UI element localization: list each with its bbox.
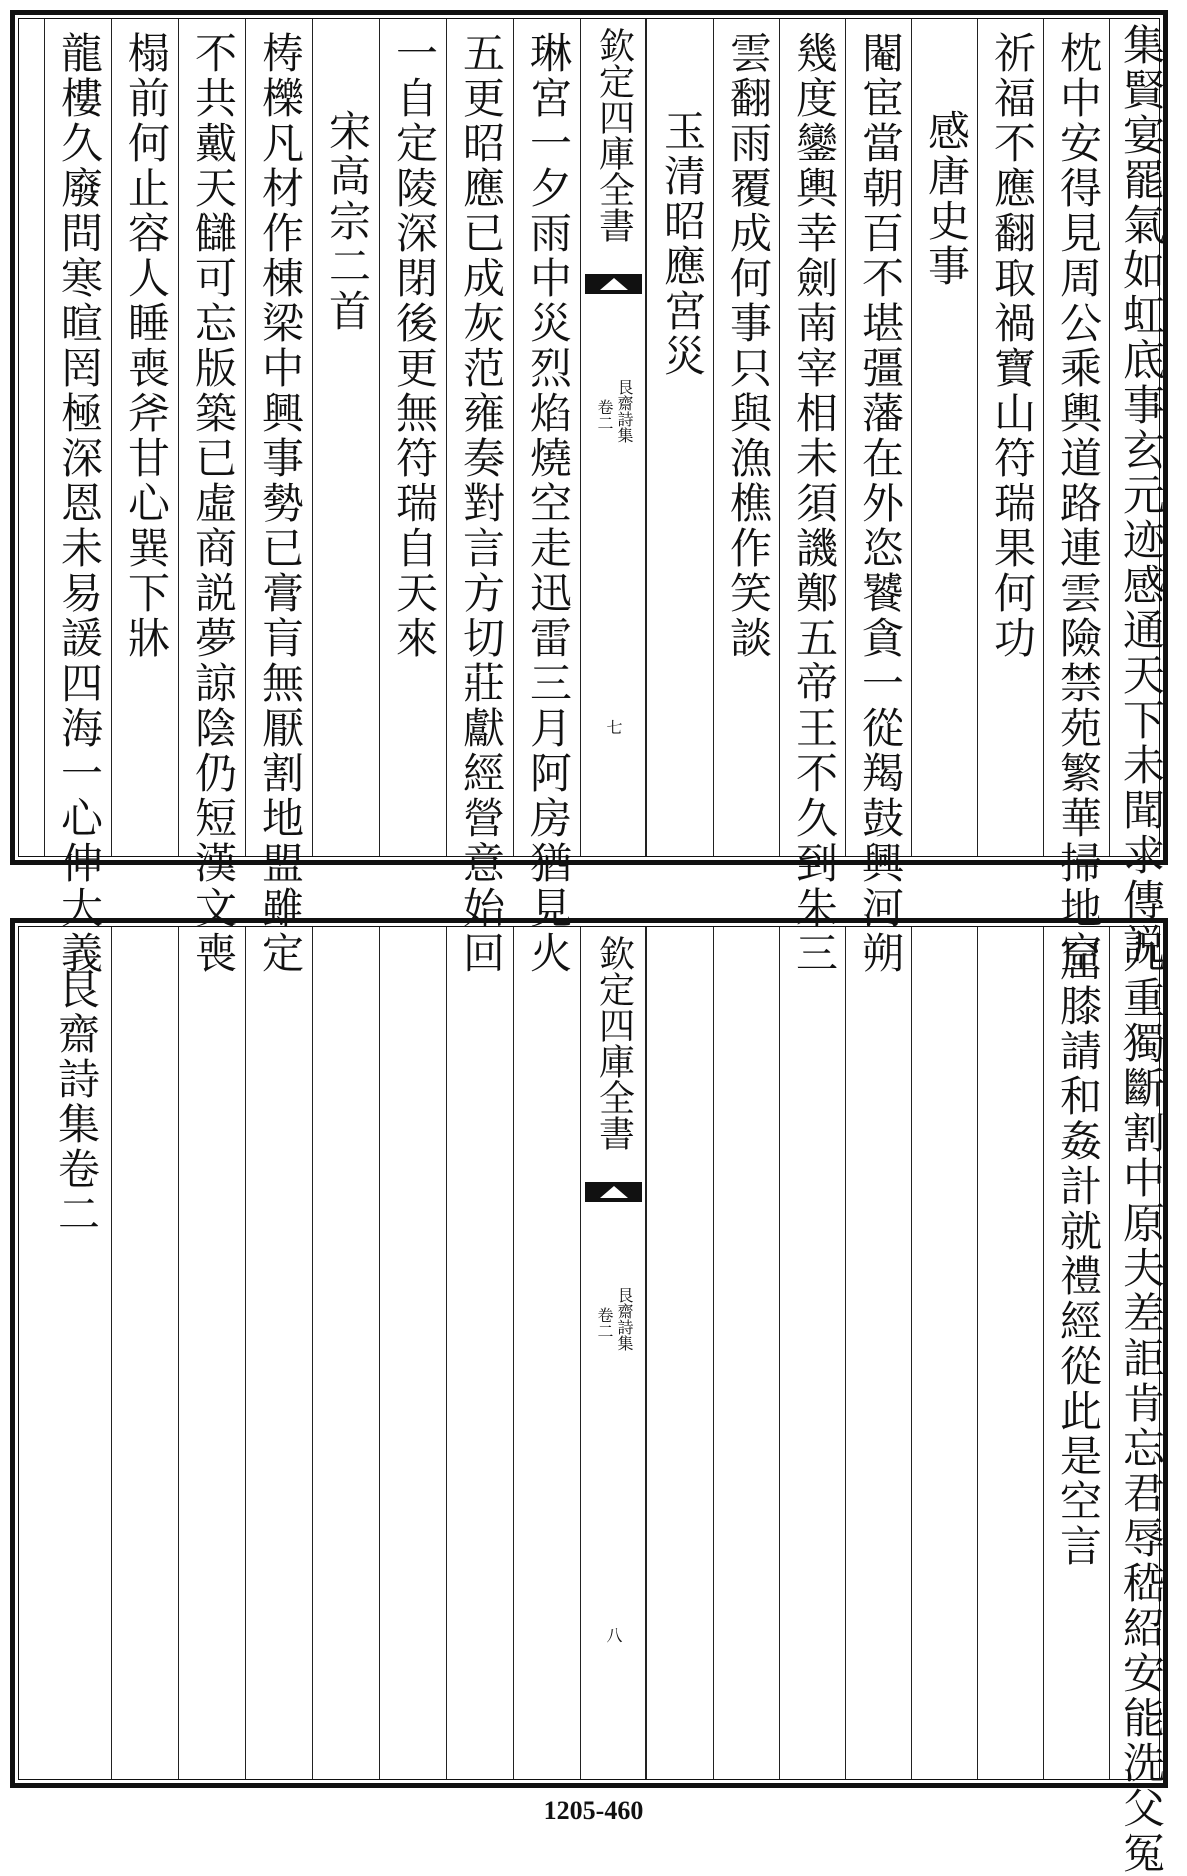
volume-label: 卷二: [595, 1307, 614, 1339]
poem-line: 幾度鑾輿幸劍南宰相未須譏鄭五帝王不久到朱三: [790, 31, 839, 976]
book-title: 艮齋詩集: [615, 1287, 634, 1351]
text-column: [645, 19, 713, 856]
poem-line: 集賢宴罷氣如虹底事玄元迹感通天下未聞求傳説: [1117, 23, 1166, 968]
text-column: [911, 19, 977, 856]
poem-line: 梼櫟凡材作棟梁中興事勢已膏肓無厭割地盟雖定: [256, 31, 305, 976]
center-fold-strip: [580, 927, 647, 1779]
page-number: 七: [604, 719, 623, 735]
text-column: [44, 19, 111, 976]
poem-line: 琳宮一夕雨中災烈焰燒空走迅雷三月阿房猶見火: [524, 31, 573, 976]
empty-column: [245, 927, 312, 1779]
text-column: [713, 19, 779, 856]
poem-line: 雲翻雨覆成何事只與漁樵作笑談: [724, 31, 773, 661]
poem-line: 不共戴天讎可忘版築已虛商説夢諒陰仍短漢文喪: [189, 31, 238, 976]
poem-line: 閹宦當朝百不堪彊藩在外恣饕貪一從羯鼓興河朔: [856, 31, 905, 976]
collection-title: 欽定四庫全書: [593, 27, 635, 243]
empty-column: [977, 927, 1043, 1779]
volume-label: 卷二: [595, 399, 614, 431]
empty-column: [645, 927, 713, 1779]
text-column: [1109, 927, 1167, 1876]
poem-line: 一自定陵深閉後更無符瑞自天來: [390, 31, 439, 661]
text-column: [513, 19, 580, 976]
empty-column: [446, 927, 513, 1779]
poem-line: 祈福不應翻取禍寶山符瑞果何功: [988, 31, 1037, 661]
poem-line: 屈膝請和姦計就禮經從此是空言: [1054, 939, 1103, 1569]
fishtail-mark-icon: [585, 274, 642, 294]
text-column: [178, 19, 245, 976]
empty-column: [178, 927, 245, 1779]
text-column: [312, 19, 379, 856]
text-column: [1043, 19, 1109, 976]
poem-line: 龍樓久廢問寒暄罔極深恩未易諼四海一心伸大義: [55, 31, 104, 976]
text-column: [1109, 19, 1167, 968]
fishtail-mark-icon: [585, 1182, 642, 1202]
empty-column: [779, 927, 845, 1779]
empty-column: [513, 927, 580, 1779]
text-column: [977, 19, 1043, 856]
empty-column: [379, 927, 446, 1779]
top-page-inner-frame: [18, 18, 1166, 976]
empty-column: [911, 927, 977, 1779]
poem-line: 榻前何止容人睡喪斧甘心巽下牀: [122, 31, 171, 661]
text-column: [845, 19, 911, 976]
text-column: [379, 19, 446, 856]
poem-title: 玉清昭應宮災: [658, 109, 707, 379]
text-column: [111, 19, 178, 856]
top-page-panel: [10, 10, 1168, 976]
section-heading: 感唐史事: [922, 109, 971, 289]
empty-column: [111, 927, 178, 1779]
text-column: [44, 927, 111, 1779]
text-column: [446, 19, 513, 976]
poem-line: 九重獨斷割中原夫差詎肯忘君辱嵇紹安能洗父冤: [1117, 931, 1166, 1876]
page-footer-number: 1205-460: [543, 1796, 644, 1825]
poem-line: 五更昭應已成灰范雍奏對言方切莊獻經營意始回: [457, 31, 506, 976]
volume-end-title: 艮齋詩集卷二: [52, 967, 101, 1237]
empty-column: [845, 927, 911, 1779]
page-number: 八: [604, 1627, 623, 1643]
poem-title: 宋高宗二首: [323, 109, 372, 334]
poem-line: 枕中安得見周公乘輿道路連雲險禁苑繁華掃地空: [1054, 31, 1103, 976]
collection-title: 欽定四庫全書: [593, 935, 635, 1151]
book-title: 艮齋詩集: [615, 379, 634, 443]
text-column: [779, 19, 845, 976]
center-fold-strip: [580, 19, 647, 856]
empty-column: [713, 927, 779, 1779]
empty-column: [312, 927, 379, 1779]
text-column: [245, 19, 312, 976]
text-column: [1043, 927, 1109, 1779]
